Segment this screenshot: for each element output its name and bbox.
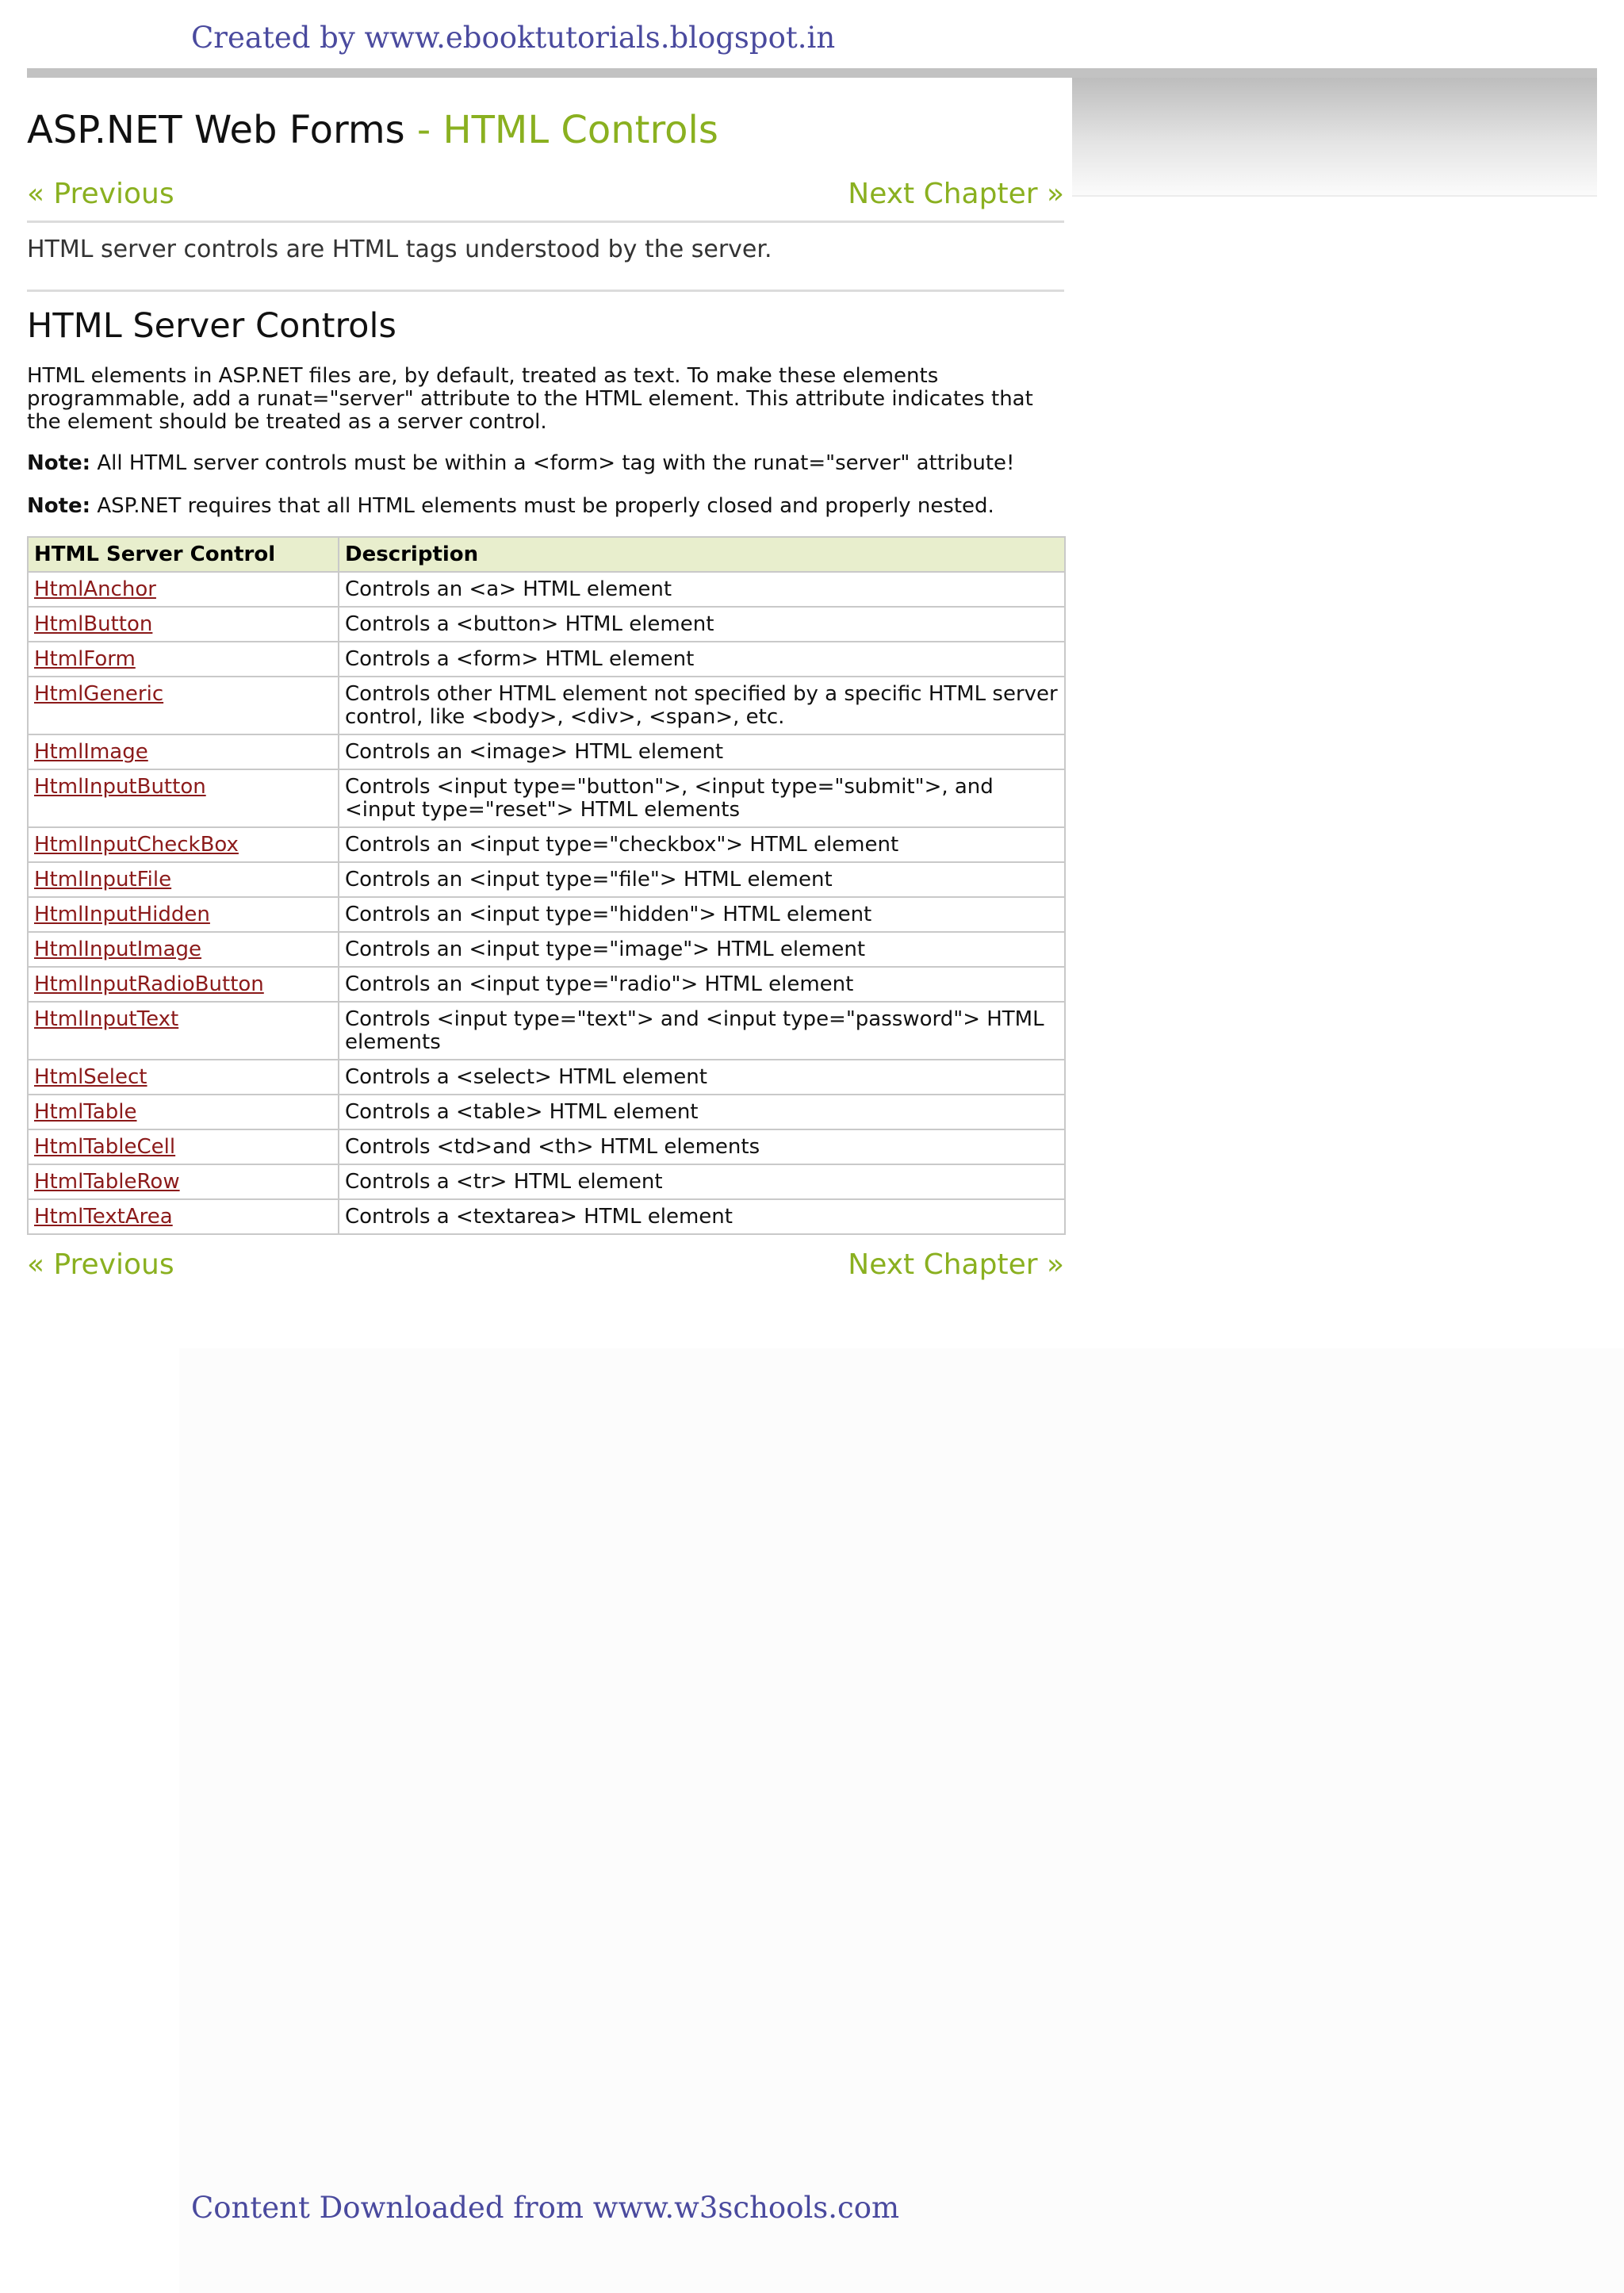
table-row (28, 1060, 1065, 1095)
control-cell (28, 734, 339, 769)
note-text: All HTML server controls must be within a <form> tag with the runat="server" attribute! (90, 451, 1015, 475)
control-link[interactable]: HtmlSelect (34, 1065, 147, 1089)
description-cell: Controls <input type="text"> and <input type="password"> HTML elements (339, 1002, 1065, 1060)
control-cell (28, 897, 339, 932)
page-title (27, 108, 718, 152)
table-row (28, 1002, 1065, 1060)
note-text: ASP.NET requires that all HTML elements must be properly closed and properly nested. (90, 494, 994, 518)
control-cell (28, 1199, 339, 1234)
description-cell: Controls an <input type="hidden"> HTML element (339, 897, 1065, 932)
control-link[interactable]: HtmlInputImage (34, 938, 202, 961)
description-cell: Controls an <input type="checkbox"> HTML element (339, 827, 1065, 862)
table-row (28, 677, 1065, 734)
control-cell (28, 1164, 339, 1199)
control-cell (28, 607, 339, 642)
watermark-bottom: Content Downloaded from www.w3schools.com (191, 2191, 900, 2225)
table-body (28, 572, 1065, 1234)
divider-top (27, 220, 1064, 223)
divider-intro (27, 290, 1064, 292)
control-cell (28, 967, 339, 1002)
control-cell (28, 1095, 339, 1129)
nav-top (27, 178, 1064, 217)
nav-bottom (27, 1248, 1064, 1288)
note-label: Note: (27, 494, 91, 518)
table-row (28, 642, 1065, 677)
table-row (28, 1129, 1065, 1164)
control-link[interactable]: HtmlTableRow (34, 1170, 180, 1194)
next-chapter-link-bottom[interactable]: Next Chapter » (848, 1248, 1064, 1281)
watermark-top: Created by www.ebooktutorials.blogspot.in (191, 21, 836, 55)
description-cell: Controls an <input type="radio"> HTML element (339, 967, 1065, 1002)
intro-text: HTML server controls are HTML tags understood by the server. (27, 236, 772, 263)
description-cell: Controls a <form> HTML element (339, 642, 1065, 677)
description-cell: Controls a <button> HTML element (339, 607, 1065, 642)
control-link[interactable]: HtmlAnchor (34, 577, 156, 601)
control-link[interactable]: HtmlImage (34, 740, 148, 764)
control-cell (28, 862, 339, 897)
control-cell (28, 1002, 339, 1060)
control-link[interactable]: HtmlInputHidden (34, 903, 210, 926)
control-cell (28, 677, 339, 734)
description-cell: Controls <td>and <th> HTML elements (339, 1129, 1065, 1164)
control-cell (28, 1060, 339, 1095)
control-link[interactable]: HtmlInputText (34, 1007, 179, 1031)
description-cell: Controls an <a> HTML element (339, 572, 1065, 607)
right-gradient-panel (1072, 78, 1597, 197)
description-cell: Controls other HTML element not specified by a specific HTML server control, like <body>, <div>, <span>, etc. (339, 677, 1065, 734)
table-row (28, 1199, 1065, 1234)
control-cell (28, 769, 339, 827)
table-header-row (28, 537, 1065, 572)
next-chapter-link-top[interactable]: Next Chapter » (848, 178, 1064, 210)
description-cell: Controls <input type="button">, <input type="submit">, and <input type="reset"> HTML elements (339, 769, 1065, 827)
description-cell: Controls a <textarea> HTML element (339, 1199, 1065, 1234)
control-cell (28, 827, 339, 862)
page-background-fade (179, 1348, 1624, 2293)
control-link[interactable]: HtmlButton (34, 612, 153, 636)
control-link[interactable]: HtmlTextArea (34, 1205, 173, 1229)
table-row (28, 967, 1065, 1002)
control-link[interactable]: HtmlTableCell (34, 1135, 176, 1159)
control-cell (28, 932, 339, 967)
description-cell: Controls an <input type="image"> HTML element (339, 932, 1065, 967)
table-row (28, 1095, 1065, 1129)
table-row (28, 827, 1065, 862)
table-row (28, 1164, 1065, 1199)
title-main: ASP.NET Web Forms (27, 108, 405, 152)
section-heading: HTML Server Controls (27, 306, 396, 346)
table-row (28, 769, 1065, 827)
description-cell: Controls an <image> HTML element (339, 734, 1065, 769)
control-link[interactable]: HtmlInputRadioButton (34, 972, 264, 996)
description-cell: Controls a <table> HTML element (339, 1095, 1065, 1129)
control-cell (28, 642, 339, 677)
title-sub: HTML Controls (442, 108, 718, 152)
table-row (28, 734, 1065, 769)
control-link[interactable]: HtmlGeneric (34, 682, 164, 706)
table-row (28, 572, 1065, 607)
controls-table (27, 536, 1066, 1235)
previous-link-top[interactable]: « Previous (27, 178, 174, 210)
table-row (28, 897, 1065, 932)
previous-link-bottom[interactable]: « Previous (27, 1248, 174, 1281)
table-row (28, 932, 1065, 967)
top-bar (27, 68, 1597, 78)
title-separator: - (404, 108, 443, 152)
control-link[interactable]: HtmlForm (34, 647, 136, 671)
control-cell (28, 572, 339, 607)
table-row (28, 862, 1065, 897)
section-paragraph: HTML elements in ASP.NET files are, by default, treated as text. To make these elements programmable, add a runat="server" attribute to the HTML element. This attribute indicates that the element should be treated as a server control. (27, 364, 1033, 434)
control-link[interactable]: HtmlInputButton (34, 775, 206, 799)
description-cell: Controls a <tr> HTML element (339, 1164, 1065, 1199)
description-cell: Controls an <input type="file"> HTML element (339, 862, 1065, 897)
note-label: Note: (27, 451, 91, 475)
control-link[interactable]: HtmlInputFile (34, 868, 172, 892)
control-link[interactable]: HtmlInputCheckBox (34, 833, 239, 857)
column-header-control: HTML Server Control (28, 537, 339, 572)
column-header-description: Description (339, 537, 1065, 572)
control-link[interactable]: HtmlTable (34, 1100, 137, 1124)
table-row (28, 607, 1065, 642)
note-form (27, 452, 1014, 475)
control-cell (28, 1129, 339, 1164)
note-nesting (27, 495, 994, 518)
description-cell: Controls a <select> HTML element (339, 1060, 1065, 1095)
